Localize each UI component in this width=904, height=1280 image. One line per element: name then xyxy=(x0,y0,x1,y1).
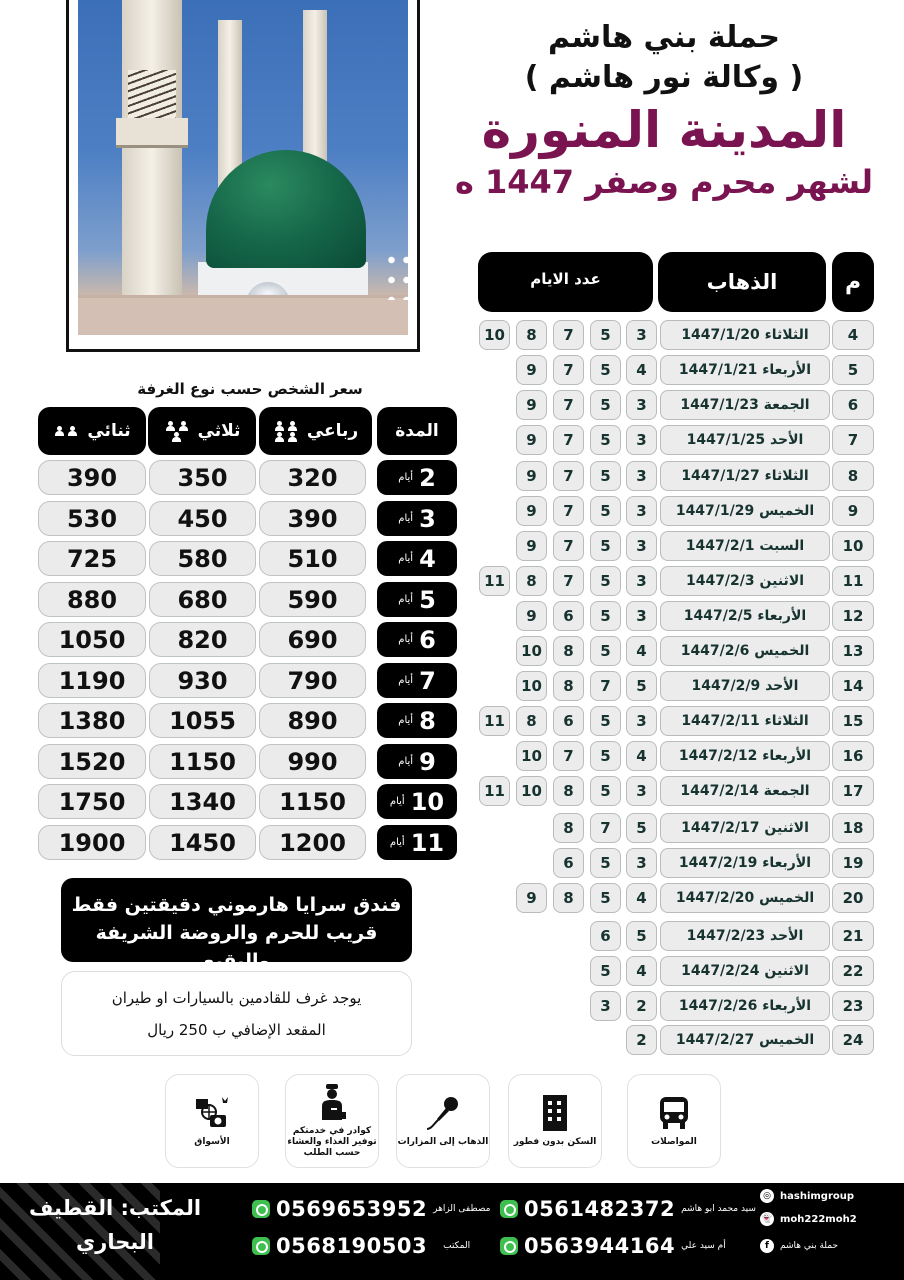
city-title: المدينة المنورة xyxy=(481,101,847,159)
price-double: 1520 xyxy=(38,744,146,779)
duration-option: 5 xyxy=(590,741,621,771)
duration-option: 8 xyxy=(553,636,584,666)
building-icon xyxy=(537,1095,573,1131)
duration-days: 4 xyxy=(419,544,436,573)
price-quad: 890 xyxy=(259,703,366,738)
duration-option: 4 xyxy=(626,355,657,385)
duration-option: 5 xyxy=(590,706,621,736)
header-label: ثلاثي xyxy=(197,421,241,441)
duration-option: 9 xyxy=(516,390,547,420)
facebook-link[interactable] xyxy=(760,1239,838,1253)
price-quad: 590 xyxy=(259,582,366,617)
departure-date: السبت 1447/2/1 xyxy=(660,531,830,561)
price-row xyxy=(0,541,470,577)
phone-number[interactable]: 0563944164 xyxy=(524,1234,676,1258)
departure-date: الثلاثاء 1447/1/20 xyxy=(660,320,830,350)
duration-option: 9 xyxy=(516,355,547,385)
departure-date: الأربعاء 1447/2/5 xyxy=(660,601,830,631)
contact-name: مصطفى الزاهر xyxy=(433,1204,491,1214)
price-triple: 1150 xyxy=(149,744,256,779)
price-double: 1190 xyxy=(38,663,146,698)
price-triple: 580 xyxy=(149,541,256,576)
duration-option: 10 xyxy=(516,776,547,806)
duration-option: 7 xyxy=(553,741,584,771)
price-row xyxy=(0,825,470,861)
price-quad: 320 xyxy=(259,460,366,495)
service-label: السكن بدون فطور xyxy=(513,1136,597,1147)
whatsapp-icon xyxy=(500,1200,518,1218)
bus-icon xyxy=(656,1095,692,1131)
row-index: 6 xyxy=(832,390,874,420)
row-index: 17 xyxy=(832,776,874,806)
office-location xyxy=(20,1191,210,1259)
departure-date: الاثنين 1447/2/24 xyxy=(660,956,830,986)
duration-badge xyxy=(377,825,457,860)
duration-option: 8 xyxy=(553,813,584,843)
duration-option: 10 xyxy=(516,741,547,771)
duration-option: 5 xyxy=(590,496,621,526)
two-people-icon xyxy=(53,426,79,436)
row-index: 24 xyxy=(832,1025,874,1055)
departure-date: الأربعاء 1447/2/26 xyxy=(660,991,830,1021)
duration-option: 5 xyxy=(590,531,621,561)
price-header-triple xyxy=(148,407,256,455)
row-index: 4 xyxy=(832,320,874,350)
price-header-duration xyxy=(377,407,457,455)
price-quad: 1150 xyxy=(259,784,366,819)
duration-days: 3 xyxy=(419,504,436,533)
duration-option: 9 xyxy=(516,461,547,491)
price-double: 390 xyxy=(38,460,146,495)
duration-unit: أيام xyxy=(389,796,405,807)
price-quad: 390 xyxy=(259,501,366,536)
price-quad: 790 xyxy=(259,663,366,698)
departure-date: الثلاثاء 1447/2/11 xyxy=(660,706,830,736)
price-double: 1380 xyxy=(38,703,146,738)
mosque-photo-frame xyxy=(66,0,420,352)
price-triple: 1340 xyxy=(149,784,256,819)
contact-phone[interactable] xyxy=(500,1197,756,1221)
row-index: 10 xyxy=(832,531,874,561)
duration-option: 11 xyxy=(479,566,510,596)
duration-badge xyxy=(377,744,457,779)
schedule-header-days: عدد الايام xyxy=(478,252,653,312)
duration-option: 4 xyxy=(626,956,657,986)
row-index: 19 xyxy=(832,848,874,878)
duration-days: 10 xyxy=(410,787,445,816)
duration-unit: أيام xyxy=(398,553,414,564)
duration-badge xyxy=(377,663,457,698)
duration-option: 8 xyxy=(553,883,584,913)
duration-option: 9 xyxy=(516,425,547,455)
instagram-handle[interactable]: hashimgroup xyxy=(780,1190,855,1202)
four-people-icon xyxy=(273,421,299,442)
price-row xyxy=(0,784,470,820)
snapchat-link[interactable] xyxy=(760,1212,857,1226)
departure-date: الاثنين 1447/2/17 xyxy=(660,813,830,843)
duration-option: 5 xyxy=(626,671,657,701)
duration-option: 5 xyxy=(590,956,621,986)
duration-unit: أيام xyxy=(398,472,414,483)
whatsapp-icon xyxy=(500,1237,518,1255)
price-double: 530 xyxy=(38,501,146,536)
price-quad: 690 xyxy=(259,622,366,657)
whatsapp-icon xyxy=(252,1200,270,1218)
note-line: يوجد غرف للقادمين بالسيارات او طيران xyxy=(111,989,362,1007)
duration-option: 3 xyxy=(626,566,657,596)
price-row xyxy=(0,501,470,537)
duration-option: 8 xyxy=(553,776,584,806)
row-index: 14 xyxy=(832,671,874,701)
duration-option: 5 xyxy=(590,601,621,631)
price-triple: 1055 xyxy=(149,703,256,738)
row-index: 18 xyxy=(832,813,874,843)
duration-option: 10 xyxy=(479,320,510,350)
departure-date: الثلاثاء 1447/1/27 xyxy=(660,461,830,491)
row-index: 7 xyxy=(832,425,874,455)
staff-icon xyxy=(314,1084,350,1120)
service-label: المواصلات xyxy=(651,1136,697,1147)
prophets-mosque-photo xyxy=(78,0,408,335)
duration-option: 3 xyxy=(626,706,657,736)
price-double: 1750 xyxy=(38,784,146,819)
departure-date: الاثنين 1447/2/3 xyxy=(660,566,830,596)
three-people-icon xyxy=(164,421,190,442)
duration-option: 6 xyxy=(553,601,584,631)
service-accommodation xyxy=(508,1074,602,1168)
duration-option: 5 xyxy=(590,883,621,913)
departure-date: الخميس 1447/2/20 xyxy=(660,883,830,913)
duration-option: 8 xyxy=(516,706,547,736)
info-note xyxy=(61,971,412,1056)
service-staff xyxy=(285,1074,379,1168)
decorative-dots xyxy=(384,250,408,300)
hotel-banner xyxy=(61,878,412,972)
duration-option: 7 xyxy=(553,461,584,491)
departure-date: الخميس 1447/2/27 xyxy=(660,1025,830,1055)
duration-option: 6 xyxy=(553,706,584,736)
office-line: المكتب: القطيف xyxy=(28,1196,202,1220)
duration-option: 3 xyxy=(626,461,657,491)
row-index: 16 xyxy=(832,741,874,771)
duration-option: 6 xyxy=(553,848,584,878)
departure-date: الأحد 1447/1/25 xyxy=(660,425,830,455)
footer xyxy=(0,1183,904,1280)
departure-date: الأربعاء 1447/2/12 xyxy=(660,741,830,771)
duration-option: 8 xyxy=(516,566,547,596)
instagram-icon: ◎ xyxy=(760,1189,774,1203)
departure-date: الجمعة 1447/1/23 xyxy=(660,390,830,420)
price-triple: 680 xyxy=(149,582,256,617)
price-quad: 510 xyxy=(259,541,366,576)
duration-option: 8 xyxy=(516,320,547,350)
duration-badge xyxy=(377,501,457,536)
whatsapp-icon xyxy=(252,1237,270,1255)
duration-option: 9 xyxy=(516,883,547,913)
duration-option: 4 xyxy=(626,636,657,666)
duration-option: 5 xyxy=(590,425,621,455)
price-table-title: سعر الشخص حسب نوع الغرفة xyxy=(137,380,363,398)
service-label: الذهاب إلى المزارات xyxy=(397,1136,489,1147)
contact-phone[interactable] xyxy=(500,1234,726,1258)
duration-days: 9 xyxy=(419,747,436,776)
price-header-quad xyxy=(259,407,372,455)
duration-option: 6 xyxy=(590,921,621,951)
duration-unit: أيام xyxy=(398,513,414,524)
price-triple: 930 xyxy=(149,663,256,698)
period-subtitle: لشهر محرم وصفر 1447 ه xyxy=(454,163,874,201)
duration-option: 3 xyxy=(626,425,657,455)
duration-option: 5 xyxy=(590,390,621,420)
duration-option: 2 xyxy=(626,991,657,1021)
phone-number[interactable]: 0561482372 xyxy=(524,1197,676,1221)
minaret-pattern xyxy=(128,70,176,118)
price-row xyxy=(0,703,470,739)
duration-option: 4 xyxy=(626,741,657,771)
duration-option: 5 xyxy=(590,848,621,878)
duration-option: 9 xyxy=(516,531,547,561)
campaign-name: حملة بني هاشم xyxy=(547,20,781,55)
row-index: 22 xyxy=(832,956,874,986)
price-row xyxy=(0,622,470,658)
duration-option: 7 xyxy=(553,566,584,596)
agency-name: ( وكالة نور هاشم ) xyxy=(524,60,804,95)
price-triple: 820 xyxy=(149,622,256,657)
price-header-double xyxy=(38,407,146,455)
price-double: 1900 xyxy=(38,825,146,860)
header-label: ثنائي xyxy=(87,421,131,441)
row-index: 20 xyxy=(832,883,874,913)
row-index: 21 xyxy=(832,921,874,951)
service-label: كوادر في خدمتكم توفير الغذاء والعشاء حسب الطلب xyxy=(287,1125,377,1158)
duration-badge xyxy=(377,460,457,495)
price-row xyxy=(0,663,470,699)
duration-option: 3 xyxy=(626,390,657,420)
duration-option: 7 xyxy=(590,813,621,843)
duration-option: 5 xyxy=(626,921,657,951)
hotel-line: فندق سرايا هارموني دقيقتين فقط xyxy=(71,894,402,916)
duration-unit: أيام xyxy=(398,675,414,686)
service-transport xyxy=(627,1074,721,1168)
snapchat-handle[interactable]: moh222moh2 xyxy=(780,1213,857,1225)
duration-option: 3 xyxy=(626,776,657,806)
row-index: 8 xyxy=(832,461,874,491)
duration-option: 3 xyxy=(626,496,657,526)
note-line: المقعد الإضافي ب 250 ريال xyxy=(147,1021,326,1039)
price-triple: 1450 xyxy=(149,825,256,860)
schedule-header-departure: الذهاب xyxy=(658,252,826,312)
hotel-line: قريب للحرم والروضة الشريفة والبقيع xyxy=(95,922,378,972)
price-double: 725 xyxy=(38,541,146,576)
duration-days: 8 xyxy=(419,706,436,735)
row-index: 5 xyxy=(832,355,874,385)
row-index: 23 xyxy=(832,991,874,1021)
instagram-link[interactable] xyxy=(760,1189,854,1203)
row-index: 11 xyxy=(832,566,874,596)
shopping-camera-icon xyxy=(194,1095,230,1131)
departure-date: الخميس 1447/2/6 xyxy=(660,636,830,666)
duration-days: 7 xyxy=(419,666,436,695)
duration-unit: أيام xyxy=(398,756,414,767)
row-index: 9 xyxy=(832,496,874,526)
duration-option: 3 xyxy=(626,848,657,878)
row-index: 15 xyxy=(832,706,874,736)
departure-date: الأحد 1447/2/23 xyxy=(660,921,830,951)
service-markets xyxy=(165,1074,259,1168)
duration-option: 7 xyxy=(553,425,584,455)
service-visits xyxy=(396,1074,490,1168)
price-triple: 350 xyxy=(149,460,256,495)
contact-name: سيد محمد ابو هاشم xyxy=(681,1204,756,1214)
duration-option: 3 xyxy=(590,991,621,1021)
price-double: 1050 xyxy=(38,622,146,657)
duration-unit: أيام xyxy=(398,594,414,605)
duration-badge xyxy=(377,541,457,576)
price-quad: 990 xyxy=(259,744,366,779)
microphone-icon xyxy=(425,1095,461,1131)
departure-date: الأربعاء 1447/1/21 xyxy=(660,355,830,385)
row-index: 12 xyxy=(832,601,874,631)
duration-option: 9 xyxy=(516,496,547,526)
duration-days: 5 xyxy=(419,585,436,614)
duration-option: 8 xyxy=(553,671,584,701)
price-quad: 1200 xyxy=(259,825,366,860)
duration-badge xyxy=(377,582,457,617)
duration-option: 11 xyxy=(479,776,510,806)
duration-option: 7 xyxy=(553,531,584,561)
price-row xyxy=(0,744,470,780)
minaret-balcony xyxy=(116,118,188,148)
duration-badge xyxy=(377,622,457,657)
price-triple: 450 xyxy=(149,501,256,536)
duration-option: 5 xyxy=(590,320,621,350)
duration-unit: أيام xyxy=(389,837,405,848)
row-index: 13 xyxy=(832,636,874,666)
facebook-page[interactable]: حملة بني هاشم xyxy=(780,1241,839,1251)
duration-option: 7 xyxy=(553,390,584,420)
duration-days: 2 xyxy=(419,463,436,492)
service-label: الأسواق xyxy=(194,1136,230,1147)
departure-date: الأربعاء 1447/2/19 xyxy=(660,848,830,878)
duration-option: 5 xyxy=(590,636,621,666)
duration-option: 10 xyxy=(516,671,547,701)
snapchat-icon: 👻 xyxy=(761,1214,773,1224)
schedule-row xyxy=(0,320,904,352)
contact-name: أم سيد علي xyxy=(681,1241,726,1251)
duration-option: 7 xyxy=(553,355,584,385)
duration-option: 10 xyxy=(516,636,547,666)
phone-number[interactable]: 0568190503 xyxy=(276,1234,428,1258)
duration-days: 11 xyxy=(410,828,445,857)
title-block xyxy=(454,18,874,202)
schedule-header-index: م xyxy=(832,252,874,312)
price-double: 880 xyxy=(38,582,146,617)
duration-option: 5 xyxy=(590,776,621,806)
departure-date: الخميس 1447/1/29 xyxy=(660,496,830,526)
duration-option: 5 xyxy=(590,355,621,385)
duration-badge xyxy=(377,784,457,819)
duration-option: 3 xyxy=(626,601,657,631)
contact-name: المكتب xyxy=(443,1241,471,1251)
duration-option: 7 xyxy=(590,671,621,701)
contact-phone[interactable] xyxy=(252,1234,470,1258)
header-label: رباعي xyxy=(306,421,359,441)
contact-phone[interactable] xyxy=(252,1197,490,1221)
departure-date: الجمعة 1447/2/14 xyxy=(660,776,830,806)
duration-option: 5 xyxy=(590,461,621,491)
duration-option: 2 xyxy=(626,1025,657,1055)
header-label: المدة xyxy=(395,421,439,441)
phone-number[interactable]: 0569653952 xyxy=(276,1197,428,1221)
duration-option: 3 xyxy=(626,531,657,561)
minaret xyxy=(122,0,182,300)
price-row xyxy=(0,460,470,496)
duration-option: 5 xyxy=(590,566,621,596)
departure-date: الأحد 1447/2/9 xyxy=(660,671,830,701)
duration-option: 3 xyxy=(626,320,657,350)
duration-unit: أيام xyxy=(398,715,414,726)
price-row xyxy=(0,582,470,618)
duration-option: 11 xyxy=(479,706,510,736)
duration-option: 9 xyxy=(516,601,547,631)
duration-option: 7 xyxy=(553,320,584,350)
duration-option: 5 xyxy=(626,813,657,843)
office-line: البحاري xyxy=(75,1230,154,1254)
duration-option: 4 xyxy=(626,883,657,913)
duration-days: 6 xyxy=(419,625,436,654)
facebook-icon: f xyxy=(760,1239,774,1253)
duration-unit: أيام xyxy=(398,634,414,645)
duration-option: 7 xyxy=(553,496,584,526)
duration-badge xyxy=(377,703,457,738)
